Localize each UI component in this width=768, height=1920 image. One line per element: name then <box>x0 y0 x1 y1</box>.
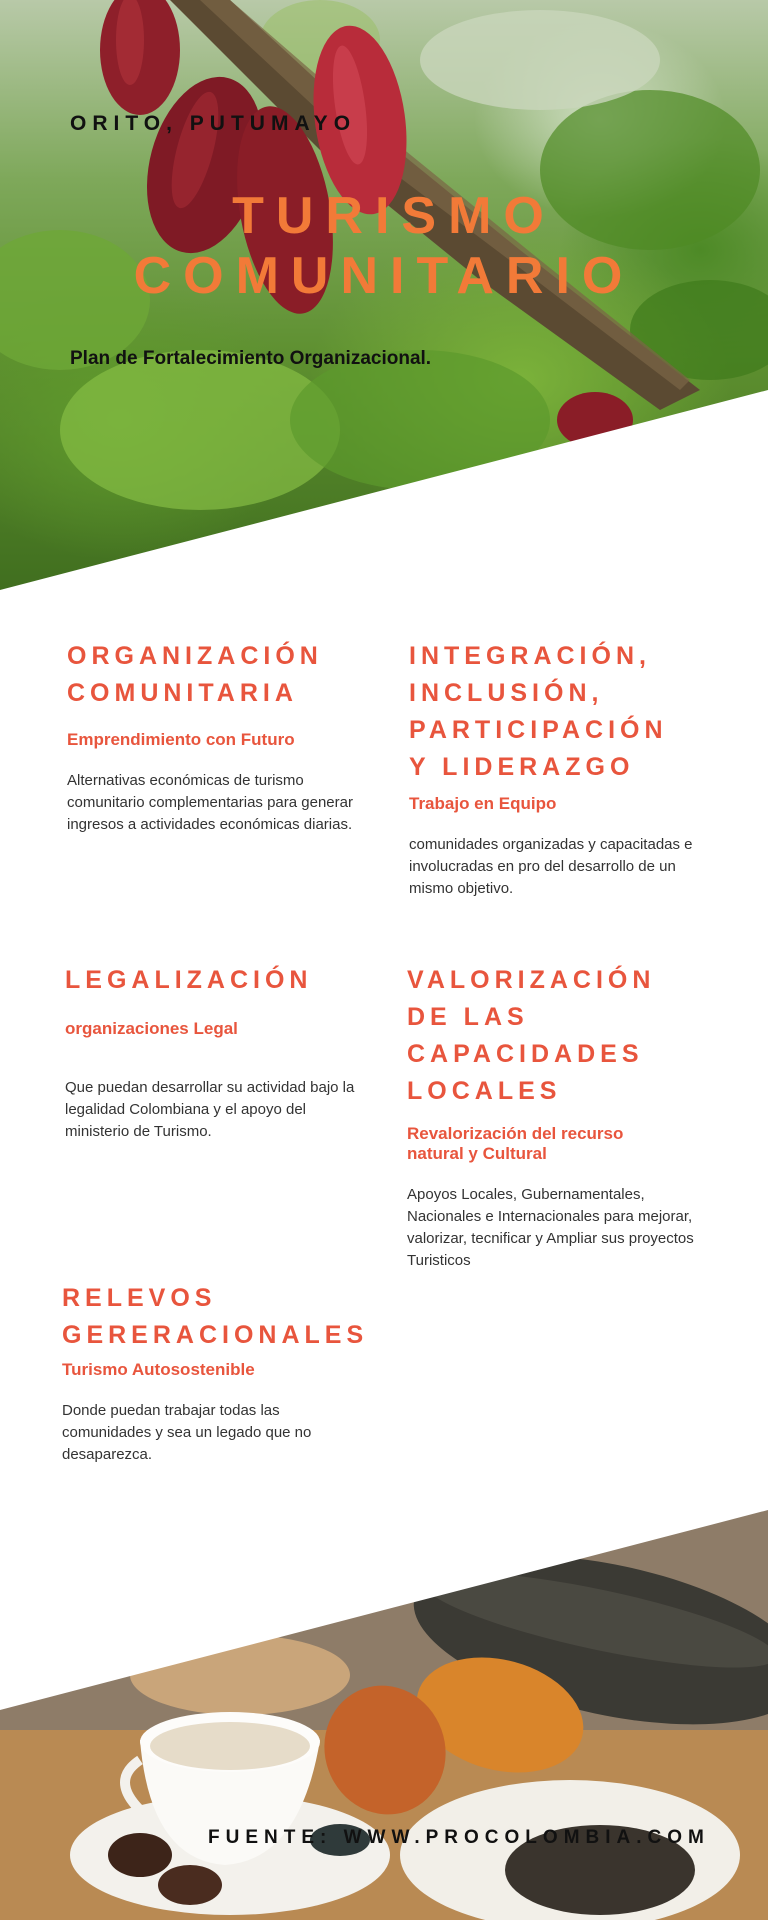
section-subtitle: organizaciones Legal <box>65 1019 238 1038</box>
section-text: Apoyos Locales, Gubernamentales, Nacionales e Internacionales para mejorar, valorizar, tecnificar y Ampliar sus proyectos Turisticos <box>407 1186 694 1269</box>
section-title-line: CAPACIDADES <box>407 1040 644 1068</box>
page-title-line-1: TURISMO <box>232 187 556 245</box>
page-subtitle: Plan de Fortalecimiento Organizacional. <box>70 348 432 369</box>
section-relevos-generacionales <box>62 1280 402 1466</box>
cacao-coffee-illustration <box>0 1500 768 1920</box>
section-title-line: INTEGRACIÓN, <box>409 642 651 670</box>
section-subtitle: Turismo Autosostenible <box>62 1360 255 1379</box>
section-title-line: RELEVOS <box>62 1284 217 1312</box>
section-title-line: Y LIDERAZGO <box>409 753 635 781</box>
source-credit: FUENTE: WWW.PROCOLOMBIA.COM <box>208 1827 710 1848</box>
section-title-line: PARTICIPACIÓN <box>409 716 668 744</box>
section-subtitle: Trabajo en Equipo <box>409 794 557 813</box>
section-title-line: GERERACIONALES <box>62 1321 369 1349</box>
hero-banner <box>0 0 768 600</box>
section-text: comunidades organizadas y capacitadas e involucradas en pro del desarrollo de un mismo objetivo. <box>409 836 693 897</box>
section-subtitle: natural y Cultural <box>407 1144 547 1163</box>
section-title-line: DE LAS <box>407 1003 529 1031</box>
location-label: ORITO, PUTUMAYO <box>70 112 357 135</box>
section-title-line: ORGANIZACIÓN <box>67 642 323 670</box>
section-text: Donde puedan trabajar todas las comunidades y sea un legado que no desaparezca. <box>62 1402 312 1463</box>
section-text: Alternativas económicas de turismo comunitario complementarias para generar ingresos a actividades económicas diarias. <box>67 772 353 833</box>
page-title-line-2: COMUNITARIO <box>133 247 635 305</box>
section-legalizacion <box>65 962 385 1143</box>
section-title-line: LEGALIZACIÓN <box>65 966 313 994</box>
section-subtitle: Revalorización del recurso <box>407 1124 624 1143</box>
footer-banner <box>0 1500 768 1920</box>
section-title-line: COMUNITARIA <box>67 679 298 707</box>
section-text: Que puedan desarrollar su actividad bajo la legalidad Colombiana y el apoyo del ministerio de Turismo. <box>65 1079 355 1140</box>
section-organizacion-comunitaria <box>67 638 387 836</box>
section-integracion <box>409 638 749 900</box>
section-title-line: LOCALES <box>407 1077 562 1105</box>
section-title-line: INCLUSIÓN, <box>409 679 604 707</box>
section-valorizacion <box>407 962 747 1272</box>
section-subtitle: Emprendimiento con Futuro <box>67 730 295 749</box>
section-title-line: VALORIZACIÓN <box>407 966 656 994</box>
